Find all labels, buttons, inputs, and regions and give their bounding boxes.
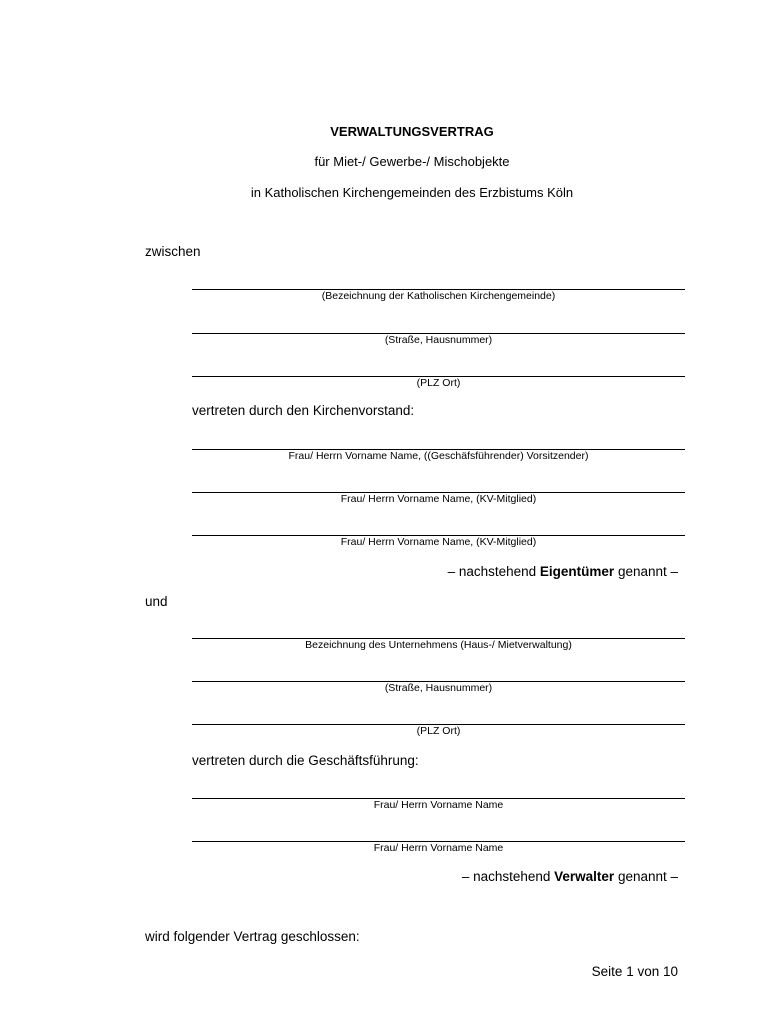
party2-designation-prefix: – nachstehend (461, 869, 555, 884)
party2-designation (462, 869, 678, 884)
party1-designation (448, 564, 678, 579)
party1-rep2-caption: Frau/ Herrn Vorname Name, (KV-Mitglied) (340, 493, 537, 505)
party1-name-caption: (Bezeichnung der Katholischen Kirchengemeinde) (321, 290, 556, 302)
party2-city-caption: (PLZ Ort) (416, 725, 461, 737)
party2-designation-suffix: genannt – (614, 869, 678, 884)
party1-rep1-caption: Frau/ Herrn Vorname Name, ((Geschäfsführender) Vorsitzender) (288, 450, 589, 462)
party1-intro: zwischen (145, 244, 201, 259)
document-title: VERWALTUNGSVERTRAG (330, 124, 494, 139)
party1-street-caption: (Straße, Hausnummer) (384, 334, 493, 346)
party2-designation-role: Verwalter (554, 869, 615, 884)
page-number: Seite 1 von 10 (591, 964, 678, 979)
party1-designation-suffix: genannt – (614, 564, 678, 579)
closing-text: wird folgender Vertrag geschlossen: (145, 929, 360, 944)
document-subtitle-scope: in Katholischen Kirchengemeinden des Erzbistums Köln (250, 185, 574, 200)
party2-represented-by: vertreten durch die Geschäftsführung: (192, 753, 419, 768)
party2-name-caption: Bezeichnung des Unternehmens (Haus-/ Mietverwaltung) (305, 639, 572, 651)
party1-designation-prefix: – nachstehend (447, 564, 540, 579)
document-subtitle: für Miet-/ Gewerbe-/ Mischobjekte (314, 154, 510, 169)
party2-rep2-caption: Frau/ Herrn Vorname Name (373, 842, 504, 854)
party2-rep1-caption: Frau/ Herrn Vorname Name (373, 799, 504, 811)
party2-intro: und (145, 594, 168, 609)
party2-street-caption: (Straße, Hausnummer) (384, 682, 493, 694)
party1-designation-role: Eigentümer (539, 564, 615, 579)
party1-represented-by: vertreten durch den Kirchenvorstand: (192, 403, 415, 418)
party1-city-caption: (PLZ Ort) (416, 377, 461, 389)
party1-rep3-caption: Frau/ Herrn Vorname Name, (KV-Mitglied) (340, 536, 537, 548)
